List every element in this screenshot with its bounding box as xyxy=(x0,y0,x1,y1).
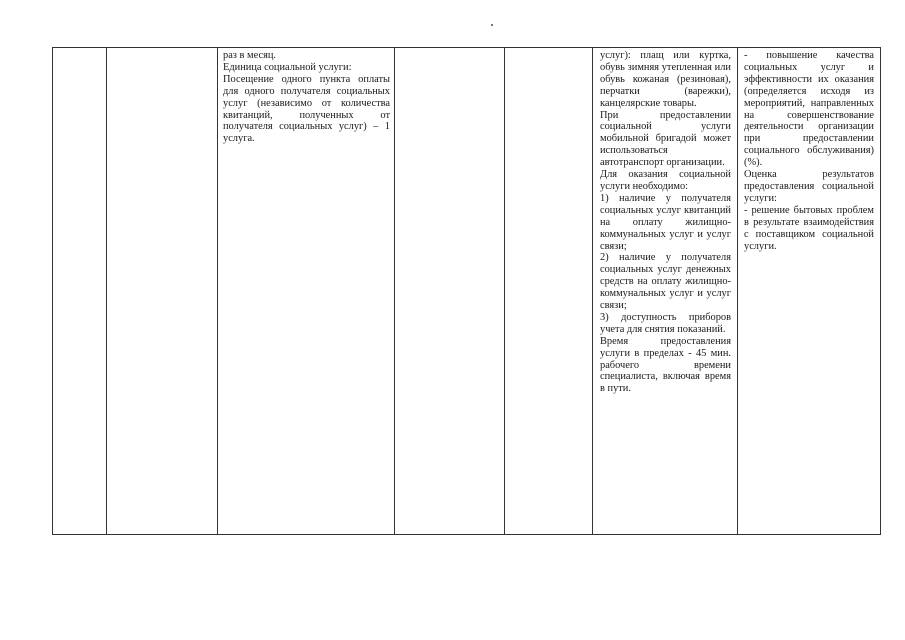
col6-para-4: 1) наличие у получателя социальных услуг квитанций на оплату жилищно-коммунальных услуг и услуг связи; xyxy=(600,192,731,252)
col6-para-5: 2) наличие у получателя социальных услуг денежных средств на оплату жилищно-коммунальных услуг и услуг связи; xyxy=(600,252,731,312)
col6-para-3: Для оказания социальной услуги необходимо: xyxy=(600,169,731,192)
col3-line-2: Единица социальной услуги: xyxy=(223,61,352,73)
cell-quality-indicators xyxy=(738,48,881,535)
col7-para-2: Оценка результатов предоставления социальной услуги: xyxy=(744,169,874,204)
cell-conditions xyxy=(593,48,738,535)
col7-para-3: - решение бытовых проблем в результате взаимодействия с поставщиком социальной услуги. xyxy=(744,204,874,252)
col6-para-6: 3) доступность приборов учета для снятия показаний. xyxy=(600,311,731,335)
col6-para-2: При предоставлении социальной услуги мобильной бригадой может использоваться автотранспорт организации. xyxy=(600,109,731,169)
cell-empty-4 xyxy=(395,48,505,535)
cell-service-unit xyxy=(218,48,395,535)
cell-number xyxy=(53,48,107,535)
table-row xyxy=(53,48,881,535)
col7-para-1: - повышение качества социальных услуг и эффективности их оказания (определяется исходя из мероприятий, направленных на совершенствование деятельности организации при предоставлении социального обслуживания) (%). xyxy=(744,50,874,169)
col3-line-1: раз в месяц. xyxy=(223,50,277,61)
services-table xyxy=(52,47,881,535)
cell-service-name xyxy=(107,48,218,535)
col6-para-7: Время предоставления услуги в пределах - 45 мин. рабочего времени специалиста, включая время в пути. xyxy=(600,335,731,395)
cell-empty-5 xyxy=(505,48,593,535)
col6-para-1: услуг): плащ или куртка, обувь зимняя утепленная или обувь кожаная (резиновая), перчатки (варежки), канцелярские товары. xyxy=(600,50,731,109)
col3-line-3: Посещение одного пункта оплаты для одного получателя социальных услуг (независимо от количества квитанций, полученных от получателя социальных услуг) – 1 услуга. xyxy=(223,73,390,145)
scan-speck xyxy=(491,24,493,26)
